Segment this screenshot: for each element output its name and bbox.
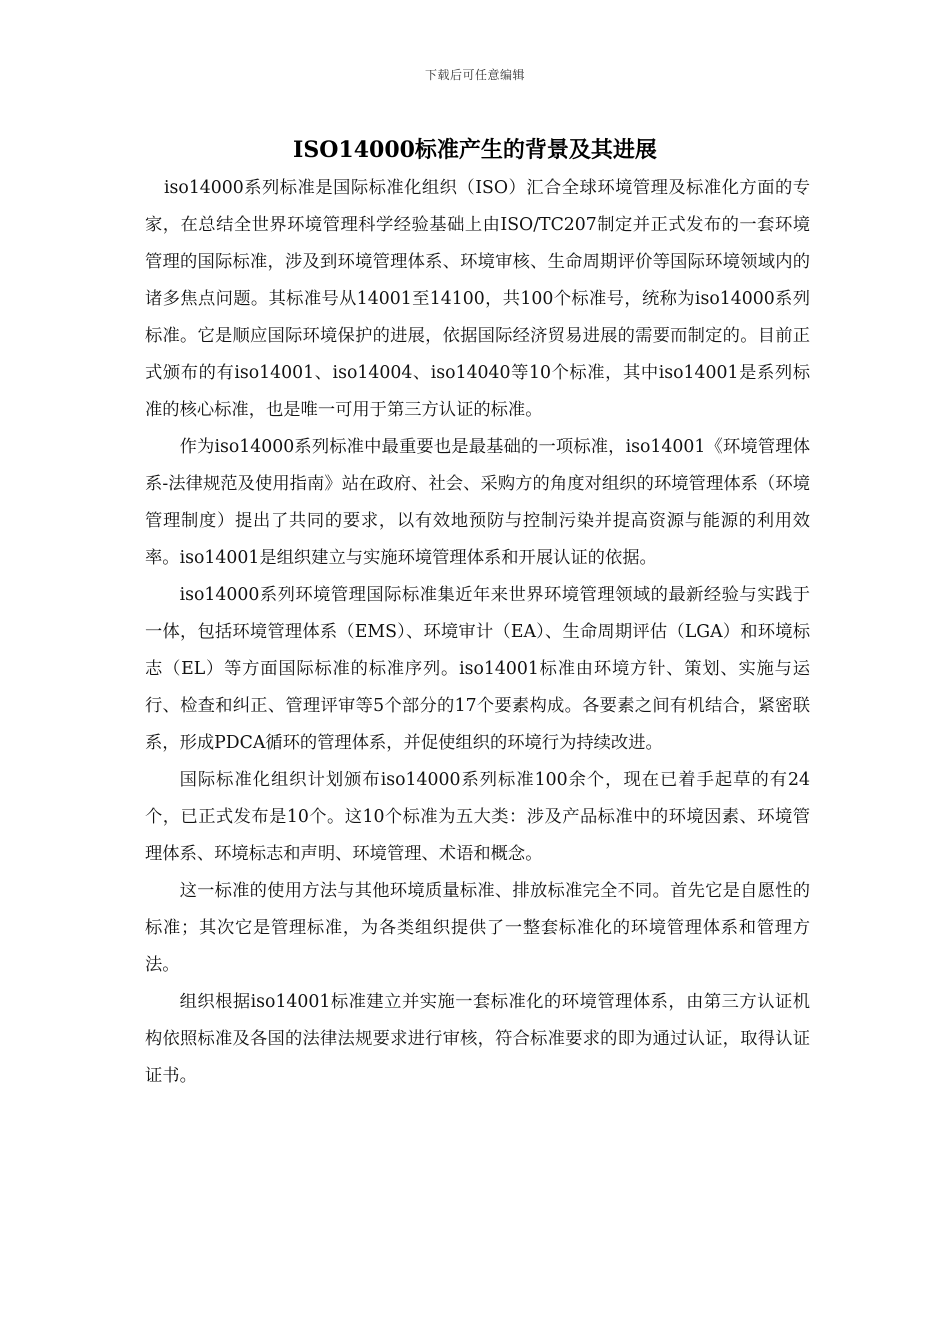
paragraph-1: iso14000系列标准是国际标准化组织（ISO）汇合全球环境管理及标准化方面的专家，在总结全世界环境管理科学经验基础上由ISO/TC207制定并正式发布的一套环境管理的国际标准，涉及到环境管理体系、环境审核、生命周期评价等国际环境领域内的诸多焦点问题。其标准号从14001至14100，共100个标准号，统称为iso14000系列标准。它是顺应国际环境保护的进展，依据国际经济贸易进展的需要而制定的。目前正式颁布的有iso14001、iso14004、iso14040等10个标准，其中iso14001是系列标准的核心标准，也是唯一可用于第三方认证的标准。: [145, 178, 810, 420]
document-body: [145, 170, 810, 1095]
paragraph-3: iso14000系列环境管理国际标准集近年来世界环境管理领域的最新经验与实践于一体，包括环境管理体系（EMS）、环境审计（EA）、生命周期评估（LGA）和环境标志（EL）等方面国际标准的标准序列。iso14001标准由环境方针、策划、实施与运行、检查和纠正、管理评审等5个部分的17个要素构成。各要素之间有机结合，紧密联系，形成PDCA循环的管理体系，并促使组织的环境行为持续改进。: [145, 585, 810, 753]
document-title: ISO14000标准产生的背景及其进展: [293, 137, 657, 163]
header-note: 下载后可任意编辑: [424, 68, 525, 82]
paragraph-5: 这一标准的使用方法与其他环境质量标准、排放标准完全不同。首先它是自愿性的标准；其次它是管理标准，为各类组织提供了一整套标准化的环境管理体系和管理方法。: [145, 881, 810, 975]
paragraph-2: 作为iso14000系列标准中最重要也是最基础的一项标准，iso14001《环境管理体系-法律规范及使用指南》站在政府、社会、采购方的角度对组织的环境管理体系（环境管理制度）提出了共同的要求，以有效地预防与控制污染并提高资源与能源的利用效率。iso14001是组织建立与实施环境管理体系和开展认证的依据。: [145, 437, 810, 568]
paragraph-4: 国际标准化组织计划颁布iso14000系列标准100余个，现在已着手起草的有24个，已正式发布是10个。这10个标准为五大类：涉及产品标准中的环境因素、环境管理体系、环境标志和声明、环境管理、术语和概念。: [145, 770, 810, 864]
paragraph-6: 组织根据iso14001标准建立并实施一套标准化的环境管理体系，由第三方认证机构依照标准及各国的法律法规要求进行审核，符合标准要求的即为通过认证，取得认证证书。: [145, 992, 810, 1086]
